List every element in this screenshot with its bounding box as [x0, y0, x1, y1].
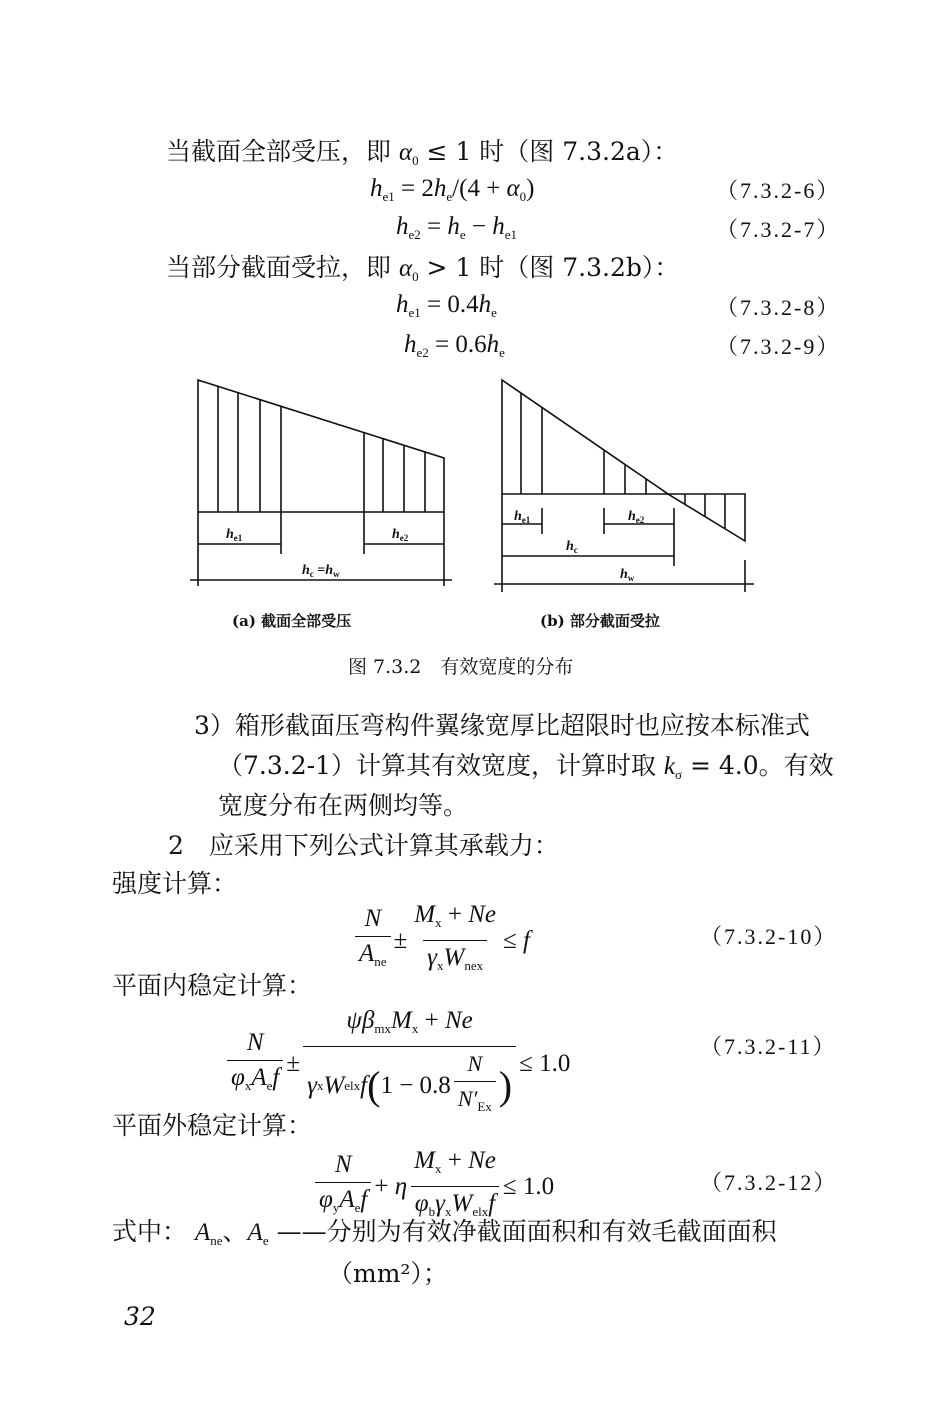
- svg-text:hw: $h_w$: [620, 567, 635, 583]
- where-unit: （mm²）；: [328, 1259, 448, 1288]
- svg-text:hc =hw: $h_c =h_w$: [302, 563, 340, 579]
- case-b-text: 当部分截面受拉，即: [166, 253, 392, 282]
- case-a-cond: ≤ 1 时（图 7.3.2a）：: [426, 137, 679, 166]
- outplane-heading: 平面外稳定计算：: [112, 1111, 313, 1140]
- alpha0-symbol-b: $\alpha_0$: [398, 255, 419, 284]
- figure-7-3-2: [180, 370, 780, 630]
- svg-text:he1: $h_{e1}$: [226, 527, 243, 543]
- item2-line: 2 应采用下列公式计算其承载力：: [168, 831, 559, 860]
- svg-text:hc: $h_c$: [566, 539, 578, 555]
- equation-7-3-2-7: $h_{e2} = h_e - h_{e1}$: [396, 213, 518, 242]
- strength-heading: 强度计算：: [112, 869, 238, 898]
- case-a-text: 当截面全部受压，即: [166, 137, 392, 166]
- figure-caption-b: (b) 部分截面受拉: [540, 612, 660, 630]
- k-sigma-symbol: $k_\sigma$: [663, 753, 683, 782]
- svg-text:he2: $h_{e2}$: [392, 527, 409, 543]
- where-symbols: $A_{ne}$、$A_e$: [194, 1219, 269, 1248]
- inplane-heading: 平面内稳定计算：: [112, 971, 313, 1000]
- diagram-b-partial-tension: [494, 380, 754, 592]
- equation-7-3-2-10: $\frac{N}{A_{ne}}$ ± $\frac{M_x + Ne}{\gamma_xW_{nex}}$ ≤ f: [352, 900, 530, 981]
- equation-7-3-2-6: $h_{e1} = 2h_e/(4 + \alpha_0)$: [370, 175, 535, 204]
- eq-number-7: （7.3.2-7）: [716, 217, 841, 242]
- equation-7-3-2-11: $\frac{N}{\varphi_xA_ef}$ ± $\psi\beta_{mx}M_x + Ne$ γ x W elx f ( 1 − 0.8 $\frac{N}{N'_{Ex}}$ ) ≤ 1.0: [224, 1006, 570, 1122]
- item3-line2: （7.3.2-1）计算其有效宽度，计算时取 $k_\sigma = 4.0$。有效: [218, 751, 834, 782]
- equation-7-3-2-9: $h_{e2} = 0.6h_e$: [404, 331, 505, 360]
- figure-caption-a: (a) 截面全部受压: [232, 612, 352, 630]
- page-number: 32: [124, 1302, 156, 1331]
- figure-title: 图 7.3.2 有效宽度的分布: [348, 656, 574, 678]
- alpha0-symbol: $\alpha_0$: [398, 139, 419, 168]
- item3-line3: 宽度分布在两侧均等。: [218, 791, 469, 820]
- svg-text:he2: $h_{e2}$: [628, 509, 645, 525]
- eq-number-12: （7.3.2-12）: [700, 1170, 838, 1195]
- item3-line1: 3）箱形截面压弯构件翼缘宽厚比超限时也应按本标准式: [194, 711, 810, 740]
- equation-7-3-2-12: $\frac{N}{\varphi_yA_ef}$ + η $\frac{M_x + Ne}{\varphi_b\gamma_xW_{elx}f}$ ≤ 1.0: [312, 1146, 554, 1227]
- equation-7-3-2-8: $h_{e1} = 0.4h_e$: [396, 291, 497, 320]
- case-b-cond: > 1 时（图 7.3.2b）：: [426, 253, 680, 282]
- eq-number-10: （7.3.2-10）: [700, 924, 838, 949]
- svg-text:he1: $h_{e1}$: [514, 509, 531, 525]
- eq-number-8: （7.3.2-8）: [716, 295, 841, 320]
- eq-number-11: （7.3.2-11）: [700, 1034, 837, 1059]
- eq-number-6: （7.3.2-6）: [716, 178, 841, 203]
- diagram-a-full-compression: [190, 380, 452, 586]
- eq-number-9: （7.3.2-9）: [716, 334, 841, 359]
- where-clause: 式中： $A_{ne}$、$A_e$ ——分别为有效净截面面积和有效毛截面面积: [112, 1217, 777, 1248]
